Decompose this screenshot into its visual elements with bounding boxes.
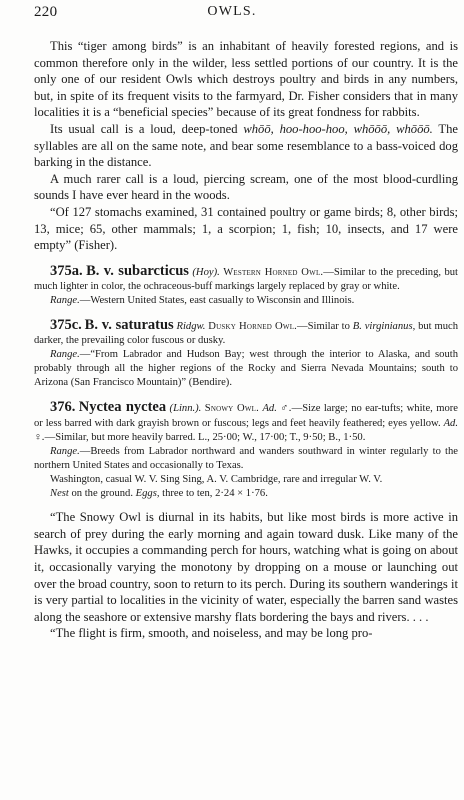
call-paragraph xyxy=(34,121,458,171)
snowy-owl-habits: “The Snowy Owl is diurnal in its habits, but like most birds is more active in search of prey during the early morning and again toward dusk. Like many of the Hawks, it occupies a commanding perch for hours, watching what is going on about it, occasionally varying the monotony by dropping on a mouse or launching out over the broad country, soon to return to its perch. During its southern wanderings it is very partial to localities in the vicinity of water, especially the barren sand wastes along the seashore or extensive marshy flats bordering the bays and rivers. . . . xyxy=(34,510,458,624)
range-376 xyxy=(34,445,458,473)
range-label: Range. xyxy=(50,349,80,361)
call-text: Its usual call is a loud, deep-toned xyxy=(50,121,238,136)
species-authority: Ridgw. xyxy=(176,321,206,332)
eggs-text: three to ten, 2·24 × 1·76. xyxy=(162,488,268,500)
species-description: —Size large; no ear-tufts; white, more or less barred with dark grayish brown or fuscous; legs and feet heavily feathered; eyes yellow. xyxy=(34,403,459,429)
species-number: 376. xyxy=(50,399,76,416)
local-records: Washington, casual W. V. Sing Sing, A. V. Cambridge, rare and irregular W. V. xyxy=(50,473,383,485)
nest-label: Nest xyxy=(50,488,69,500)
species-description: —Similar to xyxy=(297,321,350,332)
species-name: Nyctea nyctea xyxy=(78,399,167,416)
adult-female-label: Ad. ♀. xyxy=(34,417,458,443)
common-name: Snowy Owl. xyxy=(204,403,260,415)
species-entry-375a xyxy=(34,264,458,294)
species-description-continued: but much darker, the prevailing color fuscous or dusky. xyxy=(34,321,458,347)
call-text-continued: The syllables are all on the same note, and bear some resemblance to a bass-voiced dog barking in the distance. xyxy=(34,121,458,170)
stomach-paragraph: “Of 127 stomachs examined, 31 contained poultry or game birds; 8, other birds; 13, mice; 65, other mammals; 1, a scorpion; 1, fish; 10, insects, and 17 were empty” (Fisher). xyxy=(34,204,458,253)
species-authority: (Linn.). xyxy=(169,403,202,415)
female-description: —Similar, but more heavily barred. L., 25·00; W., 17·00; T., 9·50; B., 1·50. xyxy=(44,431,366,443)
range-375c xyxy=(34,348,458,390)
scream-paragraph: A much rarer call is a loud, piercing scream, one of the most blood-curdling sounds I have ever heard in the woods. xyxy=(34,171,458,203)
common-name: Dusky Horned Owl. xyxy=(208,321,298,332)
range-text: —“From Labrador and Hudson Bay; west through the interior to Alaska, and south probably through all the higher regions of the Rocky and Sierra Nevada Mountains; south to Arizona (San Francisco Mountain)” (Bendire). xyxy=(34,349,458,389)
intro-paragraph: This “tiger among birds” is an inhabitant of heavily forested regions, and is common therefore only in the wilder, less settled portions of our country. It is the only one of our resident Owls which destroys poultry and birds in any numbers, but, in spite of its frequent visits to the farmyard, Dr. Fisher considers that in many localities it is a “beneficial species” because of its great fondness for rabbits. xyxy=(34,39,458,120)
species-reference: B. virginianus, xyxy=(352,321,416,332)
common-name: Western Horned Owl. xyxy=(223,266,324,278)
call-syllables: whōō, hoo-hoo-hoo, whōōō, whōōō. xyxy=(243,121,433,136)
range-text: —Western United States, east casually to Wisconsin and Illinois. xyxy=(79,294,355,306)
adult-male-label: Ad. ♂. xyxy=(262,403,292,415)
species-name: B. v. saturatus xyxy=(84,317,174,333)
flight-paragraph: “The flight is firm, smooth, and noiseless, and may be long pro- xyxy=(50,626,373,641)
page-body xyxy=(34,38,458,642)
species-number: 375c. xyxy=(50,317,82,333)
range-label: Range. xyxy=(50,445,80,457)
species-name: B. v. subarcticus xyxy=(86,262,189,279)
range-label: Range. xyxy=(50,294,80,306)
range-text: —Breeds from Labrador northward and wanders southward in winter regularly to the northern United States and occasionally to Texas. xyxy=(34,445,458,471)
page-header xyxy=(0,4,464,24)
nest-text: on the ground. xyxy=(71,488,133,500)
nest-eggs xyxy=(34,487,458,501)
page-number: 220 xyxy=(34,4,58,20)
species-number: 375a. xyxy=(50,262,83,279)
species-authority: (Hoy). xyxy=(192,266,220,278)
species-description: —Similar to the preceding, but much lighter in color, the ochraceous-buff markings largely replaced by gray or white. xyxy=(34,266,459,292)
species-entry-375c xyxy=(34,318,458,348)
species-entry-376 xyxy=(34,400,458,444)
eggs-label: Eggs, xyxy=(135,488,160,500)
range-375a xyxy=(34,294,458,308)
running-title: OWLS. xyxy=(207,4,257,19)
